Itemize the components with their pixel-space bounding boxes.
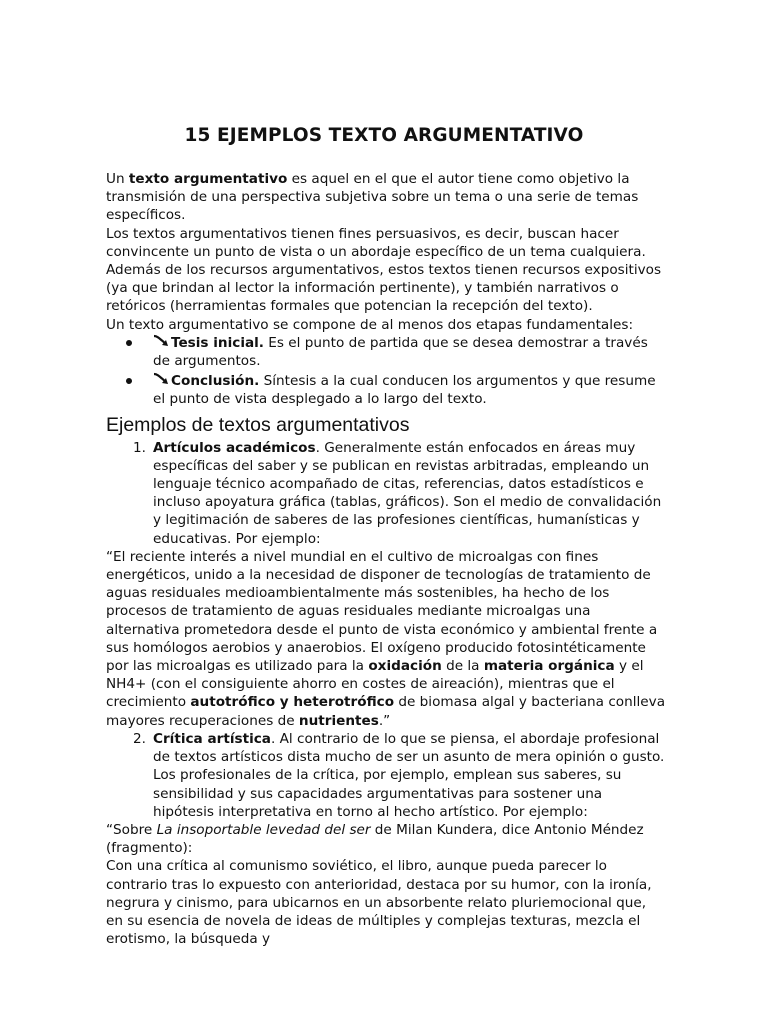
quote-text: de biomasa algal y bacteriana conlleva mayores recuperaciones de bbox=[106, 694, 666, 729]
quote-critique-intro bbox=[106, 821, 666, 857]
quote-text: .” bbox=[378, 712, 391, 729]
quote-academic bbox=[106, 548, 666, 730]
document-body bbox=[106, 170, 666, 948]
curved-arrow-icon bbox=[153, 372, 171, 386]
quote-bold: autotrófico y heterotrófico bbox=[190, 694, 395, 711]
quote-critique-body: Con una crítica al comunismo soviético, el libro, aunque pueda parecer lo contrario tras lo expuesto con anterioridad, destaca por su humor, con la ironía, negrura y cinismo, para ubicarnos en un absorbente relato pluriemocional que, en su esencia de novela de ideas de múltiples y complejas texturas, mezcla el erotismo, la búsqueda y bbox=[106, 858, 652, 948]
list-item bbox=[153, 334, 666, 370]
intro-paragraph-1 bbox=[106, 170, 666, 225]
bullet-term: Conclusión. bbox=[171, 373, 260, 390]
curved-arrow-icon bbox=[153, 334, 171, 348]
list-item bbox=[153, 372, 666, 408]
intro-text: es aquel en el que el autor tiene como objetivo la transmisión de una perspectiva subjetiva sobre un tema o una serie de temas específicos. bbox=[106, 171, 639, 224]
example-text: . Al contrario de lo que se piensa, el abordaje profesional de textos artísticos dista mucho de ser un asunto de mera opinión o gusto. Los profesionales de la crítica, por ejemplo, emplean sus saberes, su sensibilidad y sus capacidades argumentativas para sostener una hipótesis interpretativa en torno al hecho artístico. Por ejemplo: bbox=[153, 730, 665, 820]
quote-bold: nutrientes bbox=[298, 712, 379, 729]
intro-paragraph-2: Los textos argumentativos tienen fines persuasivos, es decir, buscan hacer convincente un punto de vista o un abordaje específico de un tema cualquiera. bbox=[106, 225, 646, 260]
stages-list bbox=[106, 334, 666, 409]
example-text: . Generalmente están enfocados en áreas muy específicas del saber y se publican en revistas arbitradas, empleando un lenguaje técnico acompañado de citas, referencias, datos estadísticos e incluso apoyatura gráfica (tablas, gráficos). Son el medio de convalidación y legitimación de saberes de las profesiones científicas, humanísticas y educativas. Por ejemplo: bbox=[153, 439, 662, 547]
item-number: 1. bbox=[133, 439, 146, 456]
intro-text: Un bbox=[106, 171, 129, 187]
quote-text: “Sobre bbox=[106, 821, 157, 838]
bullet-text: Síntesis a la cual conducen los argumentos y que resume el punto de vista desplegado a lo largo del texto. bbox=[153, 373, 656, 408]
quote-bold: oxidación bbox=[368, 658, 442, 675]
example-term: Crítica artística bbox=[153, 730, 271, 747]
quote-text: y el NH4+ (con el consiguiente ahorro en costes de aireación), mientras que el crecimiento bbox=[106, 658, 644, 711]
bullet-text: Es el punto de partida que se desea demostrar a través de argumentos. bbox=[153, 334, 648, 370]
intro-bold-term: texto argumentativo bbox=[128, 171, 288, 187]
section-heading: Ejemplos de textos argumentativos bbox=[106, 413, 410, 436]
quote-bold: materia orgánica bbox=[483, 658, 615, 675]
quote-text: de la bbox=[441, 658, 484, 675]
item-number: 2. bbox=[133, 730, 146, 747]
bullet-dot bbox=[126, 340, 132, 346]
example-term: Artículos académicos bbox=[153, 439, 316, 456]
quote-text: de Milan Kundera, dice Antonio Méndez (fragmento): bbox=[106, 821, 644, 857]
intro-paragraph-3: Además de los recursos argumentativos, estos textos tienen recursos expositivos (ya que brindan al lector la información pertinente), y también narrativos o retóricos (herramientas formales que potencian la recepción del texto). bbox=[106, 262, 662, 315]
page-title: 15 EJEMPLOS TEXTO ARGUMENTATIVO bbox=[184, 125, 584, 146]
bullet-term: Tesis inicial. bbox=[171, 334, 264, 351]
examples-list bbox=[106, 439, 666, 548]
quote-text: “El reciente interés a nivel mundial en el cultivo de microalgas con fines energéticos, unido a la necesidad de disponer de tecnologías de tratamiento de aguas residuales medioambientalmente más sostenibles, ha hecho de los procesos de tratamiento de aguas residuales mediante microalgas una alternativa prometedora desde el punto de vista económico y ambiental frente a sus homólogos aerobios y anaerobios. El oxígeno producido fotosintéticamente por las microalgas es utilizado para la bbox=[106, 548, 658, 675]
book-title: La insoportable levedad del ser bbox=[156, 821, 371, 838]
examples-list bbox=[106, 730, 666, 821]
intro-paragraph-4: Un texto argumentativo se compone de al menos dos etapas fundamentales: bbox=[106, 316, 634, 333]
bullet-dot bbox=[126, 378, 132, 384]
list-item bbox=[133, 730, 666, 821]
list-item bbox=[133, 439, 666, 548]
